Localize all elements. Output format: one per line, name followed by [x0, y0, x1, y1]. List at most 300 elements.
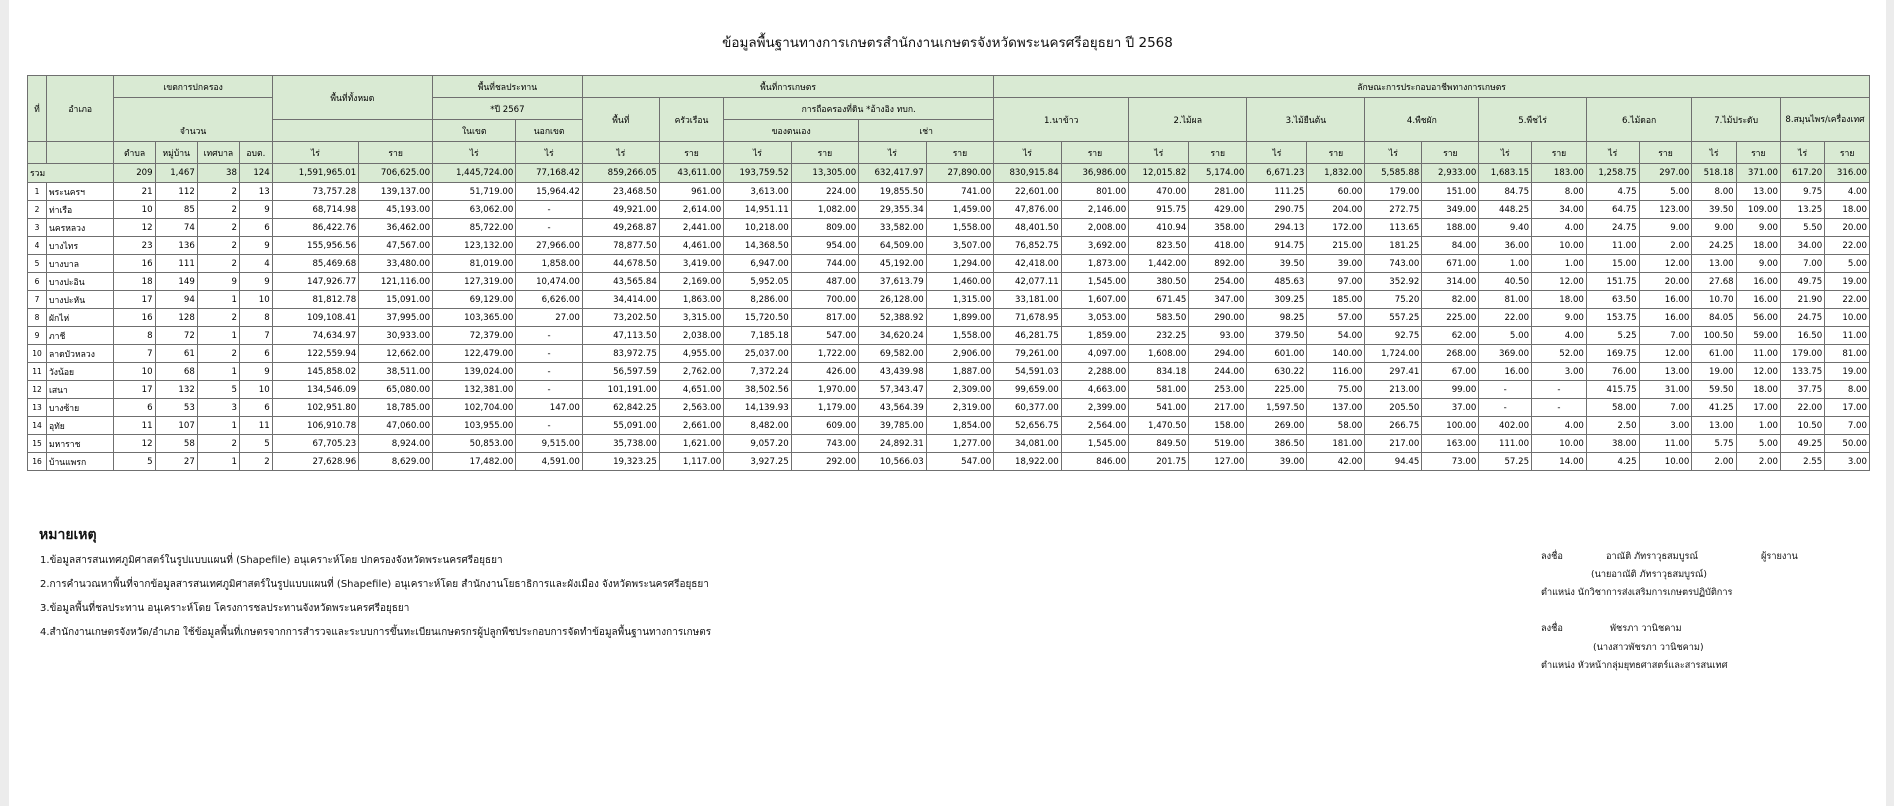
unit-rai: ไร่ [859, 142, 927, 164]
table-cell: 7.00 [1639, 327, 1692, 345]
table-cell: 53 [155, 399, 197, 417]
table-cell: 112 [155, 183, 197, 201]
table-cell: 43,565.84 [582, 273, 659, 291]
in-zone-header: ในเขต [433, 120, 516, 142]
table-cell: 309.25 [1247, 291, 1307, 309]
table-cell: 4,651.00 [659, 381, 723, 399]
table-cell: 10.00 [1639, 453, 1692, 471]
table-cell: 111 [155, 255, 197, 273]
table-cell: 55,091.00 [582, 417, 659, 435]
table-cell: 253.00 [1189, 381, 1247, 399]
occ-field-crop-header: 5.พืชไร่ [1479, 98, 1587, 142]
table-cell: 45,192.00 [859, 255, 927, 273]
table-cell: 83,972.75 [582, 345, 659, 363]
signature-1-role: ผู้รายงาน [1761, 551, 1798, 562]
table-cell: 181.25 [1365, 237, 1422, 255]
unit-rai: ไร่ [582, 142, 659, 164]
table-cell: 830,915.84 [994, 164, 1062, 183]
table-cell: 743.00 [791, 435, 859, 453]
table-cell: 6,947.00 [724, 255, 792, 273]
table-cell: 268.00 [1422, 345, 1479, 363]
table-body [28, 164, 1870, 471]
table-cell: 43,439.98 [859, 363, 927, 381]
table-cell: 809.00 [791, 219, 859, 237]
table-cell: 122,559.94 [272, 345, 358, 363]
table-cell: 10 [239, 381, 272, 399]
signature-1-name: อาณัติ ภัทราวุธสมบูรณ์ [1606, 551, 1699, 562]
table-cell: 71,678.95 [994, 309, 1062, 327]
table-cell: 4,955.00 [659, 345, 723, 363]
table-cell: 158.00 [1189, 417, 1247, 435]
table-cell: 84.05 [1692, 309, 1736, 327]
table-cell: 1,859.00 [1061, 327, 1129, 345]
table-cell: 45,193.00 [359, 201, 433, 219]
table-cell: 1,294.00 [926, 255, 994, 273]
table-cell: 139,024.00 [433, 363, 516, 381]
table-cell: 12.00 [1532, 273, 1587, 291]
table-cell: 2,933.00 [1422, 164, 1479, 183]
table-cell: 215.00 [1307, 237, 1365, 255]
table-cell: 19.00 [1692, 363, 1736, 381]
table-cell: 741.00 [926, 183, 994, 201]
table-cell: 1,082.00 [791, 201, 859, 219]
table-cell: 21.90 [1780, 291, 1824, 309]
table-cell: 2,319.00 [926, 399, 994, 417]
unit-household: ราย [1825, 142, 1870, 164]
table-cell: 10,566.03 [859, 453, 927, 471]
table-cell: 111.00 [1479, 435, 1532, 453]
table-cell: 11.00 [1586, 237, 1639, 255]
sao-header: อบต. [239, 142, 272, 164]
table-cell: 147,926.77 [272, 273, 358, 291]
table-cell: 102,704.00 [433, 399, 516, 417]
table-cell: 153.75 [1586, 309, 1639, 327]
table-cell: 429.00 [1189, 201, 1247, 219]
total-area-header: พื้นที่ทั้งหมด [272, 76, 432, 120]
table-cell: 1,607.00 [1061, 291, 1129, 309]
table-cell: 410.94 [1129, 219, 1189, 237]
table-cell: 8.00 [1825, 381, 1870, 399]
table-cell: 1,887.00 [926, 363, 994, 381]
unit-household: ราย [1307, 142, 1365, 164]
table-cell: 38,511.00 [359, 363, 433, 381]
table-cell: 1,445,724.00 [433, 164, 516, 183]
table-cell: 7,185.18 [724, 327, 792, 345]
table-cell: 33,582.00 [859, 219, 927, 237]
table-cell: - [516, 201, 582, 219]
unit-rai: ไร่ [1692, 142, 1736, 164]
table-cell: 188.00 [1422, 219, 1479, 237]
table-cell: 2,038.00 [659, 327, 723, 345]
table-cell: 27,890.00 [926, 164, 994, 183]
table-cell: 487.00 [791, 273, 859, 291]
table-cell: 75.20 [1365, 291, 1422, 309]
table-cell: 61 [155, 345, 197, 363]
village-header: หมู่บ้าน [155, 142, 197, 164]
table-cell: 24.75 [1780, 309, 1824, 327]
table-cell: 24.25 [1692, 237, 1736, 255]
table-cell: 26,128.00 [859, 291, 927, 309]
table-cell: 205.50 [1365, 399, 1422, 417]
table-cell: 22.00 [1825, 291, 1870, 309]
table-cell: 15,720.50 [724, 309, 792, 327]
district-name: บ้านแพรก [46, 453, 114, 471]
table-cell: 22.00 [1780, 399, 1824, 417]
table-cell: 100.50 [1692, 327, 1736, 345]
table-cell: 6 [239, 219, 272, 237]
table-cell: 2.50 [1586, 417, 1639, 435]
unit-household: ราย [1639, 142, 1692, 164]
table-cell: 51,719.00 [433, 183, 516, 201]
table-cell: 1,442.00 [1129, 255, 1189, 273]
district-name: บางปะหัน [46, 291, 114, 309]
occ-flower-header: 6.ไม้ดอก [1586, 98, 1691, 142]
table-cell: 9 [239, 201, 272, 219]
table-cell: 100.00 [1422, 417, 1479, 435]
table-cell: 128 [155, 309, 197, 327]
table-cell: 169.75 [1586, 345, 1639, 363]
table-cell: 99,659.00 [994, 381, 1062, 399]
note-3: 3.ข้อมูลพื้นที่ชลประทาน อนุเคราะห์โดย โครงการชลประทานจังหวัดพระนครศรีอยุธยา [40, 603, 410, 614]
table-cell: 136 [155, 237, 197, 255]
table-cell: 18,922.00 [994, 453, 1062, 471]
table-cell: 9.00 [1639, 219, 1692, 237]
table-cell: 19.00 [1825, 273, 1870, 291]
table-cell: 36,462.00 [359, 219, 433, 237]
table-cell: 7,372.24 [724, 363, 792, 381]
table-cell: 38.00 [1586, 435, 1639, 453]
table-cell: 15,964.42 [516, 183, 582, 201]
table-cell: 13.25 [1780, 201, 1824, 219]
table-row [28, 435, 1870, 453]
table-cell: 817.00 [791, 309, 859, 327]
table-cell: 12.00 [1639, 345, 1692, 363]
district-name: พระนครฯ [46, 183, 114, 201]
unit-household: ราย [1736, 142, 1780, 164]
table-cell: 22.00 [1479, 309, 1532, 327]
table-cell: 14,368.50 [724, 237, 792, 255]
table-cell: 13,305.00 [791, 164, 859, 183]
table-cell: 5 [197, 381, 239, 399]
table-cell: 151.00 [1422, 183, 1479, 201]
table-cell: 37,995.00 [359, 309, 433, 327]
table-row [28, 219, 1870, 237]
table-cell: 8,482.00 [724, 417, 792, 435]
unit-rai: ไร่ [272, 142, 358, 164]
row-number: 15 [28, 435, 47, 453]
table-cell: 47,876.00 [994, 201, 1062, 219]
table-cell: 47,113.50 [582, 327, 659, 345]
col-no-header: ที่ [28, 76, 47, 142]
table-cell: 17 [114, 381, 155, 399]
district-name: วังน้อย [46, 363, 114, 381]
table-cell: 2,169.00 [659, 273, 723, 291]
table-cell: 1,858.00 [516, 255, 582, 273]
unit-rai: ไร่ [1586, 142, 1639, 164]
table-cell: 58 [155, 435, 197, 453]
table-cell: 49,921.00 [582, 201, 659, 219]
table-cell: 9 [239, 363, 272, 381]
table-cell: 43,564.39 [859, 399, 927, 417]
table-cell: 62.00 [1422, 327, 1479, 345]
table-cell: - [516, 219, 582, 237]
table-cell: 43,611.00 [659, 164, 723, 183]
table-cell: 415.75 [1586, 381, 1639, 399]
table-cell: 1 [197, 327, 239, 345]
table-cell: 139,137.00 [359, 183, 433, 201]
table-cell: 109.00 [1736, 201, 1780, 219]
signature-1-fullname: (นายอาณัติ ภัทราวุธสมบูรณ์) [1591, 569, 1708, 580]
district-name: ผักไห่ [46, 309, 114, 327]
table-cell: 113.65 [1365, 219, 1422, 237]
table-cell: 402.00 [1479, 417, 1532, 435]
table-cell: 65,080.00 [359, 381, 433, 399]
table-cell: 347.00 [1189, 291, 1247, 309]
table-cell: 132,381.00 [433, 381, 516, 399]
table-cell: 2,309.00 [926, 381, 994, 399]
table-cell: 13.00 [1692, 417, 1736, 435]
signature-2-fullname: (นางสาวพัชรภา วานิชคาม) [1593, 642, 1704, 653]
row-number: 16 [28, 453, 47, 471]
table-cell: 15.00 [1586, 255, 1639, 273]
table-cell: 11 [114, 417, 155, 435]
district-name: อุทัย [46, 417, 114, 435]
table-cell: - [1532, 381, 1587, 399]
table-cell: 1.00 [1532, 255, 1587, 273]
table-cell: 58.00 [1586, 399, 1639, 417]
table-cell: 1,460.00 [926, 273, 994, 291]
table-cell: 62,842.25 [582, 399, 659, 417]
table-cell: 557.25 [1365, 309, 1422, 327]
table-cell: 81,019.00 [433, 255, 516, 273]
table-cell: 163.00 [1422, 435, 1479, 453]
unit-rai: ไร่ [724, 142, 792, 164]
table-cell: 352.92 [1365, 273, 1422, 291]
table-cell: 94.45 [1365, 453, 1422, 471]
note-2: 2.การคำนวณหาพื้นที่จากข้อมูลสารสนเทศภูมิศาสตร์ในรูปแบบแผนที่ (Shapefile) อนุเคราะห์โดย สำนักงานโยธาธิการและผังเมือง จังหวัดพระนครศรีอยุธยา [40, 579, 709, 590]
table-cell: 59.00 [1736, 327, 1780, 345]
table-cell: 85 [155, 201, 197, 219]
table-cell: 6 [114, 399, 155, 417]
table-cell: 67.00 [1422, 363, 1479, 381]
table-cell: 103,365.00 [433, 309, 516, 327]
table-cell: 266.75 [1365, 417, 1422, 435]
document-page [9, 0, 1886, 806]
irrigation-year-header: *ปี 2567 [433, 98, 583, 120]
table-cell: 2.55 [1780, 453, 1824, 471]
table-cell: 81.00 [1825, 345, 1870, 363]
table-cell: 151.75 [1586, 273, 1639, 291]
table-cell: 50,853.00 [433, 435, 516, 453]
table-cell: 1,277.00 [926, 435, 994, 453]
table-cell: 3,692.00 [1061, 237, 1129, 255]
table-cell: 448.25 [1479, 201, 1532, 219]
table-row [28, 345, 1870, 363]
table-cell: 37,613.79 [859, 273, 927, 291]
table-cell: 147.00 [516, 399, 582, 417]
table-cell: 12.00 [1736, 363, 1780, 381]
table-cell: 22,601.00 [994, 183, 1062, 201]
table-cell: 1,724.00 [1365, 345, 1422, 363]
table-cell: 102,951.80 [272, 399, 358, 417]
table-cell: 85,469.68 [272, 255, 358, 273]
table-cell: 101,191.00 [582, 381, 659, 399]
table-cell: 1,608.00 [1129, 345, 1189, 363]
occ-ornamental-header: 7.ไม้ประดับ [1692, 98, 1781, 142]
row-number: 14 [28, 417, 47, 435]
table-cell: 5,952.05 [724, 273, 792, 291]
table-cell: 81,812.78 [272, 291, 358, 309]
unit-household: ราย [359, 142, 433, 164]
table-cell: 44,678.50 [582, 255, 659, 273]
table-cell: 20.00 [1825, 219, 1870, 237]
table-cell: 68,714.98 [272, 201, 358, 219]
table-cell: 34.00 [1780, 237, 1824, 255]
signature-2-label: ลงชื่อ [1541, 623, 1563, 634]
table-cell: 86,422.76 [272, 219, 358, 237]
table-cell: 39.00 [1307, 255, 1365, 273]
table-cell: 1,899.00 [926, 309, 994, 327]
table-cell: 127,319.00 [433, 273, 516, 291]
table-cell: 16.00 [1736, 291, 1780, 309]
table-cell: 8,924.00 [359, 435, 433, 453]
note-1: 1.ข้อมูลสารสนเทศภูมิศาสตร์ในรูปแบบแผนที่ (Shapefile) อนุเคราะห์โดย ปกครองจังหวัดพระนครศรีอยุธยา [40, 555, 503, 566]
table-cell: 36,986.00 [1061, 164, 1129, 183]
table-cell: 123,132.00 [433, 237, 516, 255]
unit-household: ราย [659, 142, 723, 164]
table-cell: 914.75 [1247, 237, 1307, 255]
table-cell: 961.00 [659, 183, 723, 201]
table-cell: 42.00 [1307, 453, 1365, 471]
table-cell: 1.00 [1479, 255, 1532, 273]
table-cell: 379.50 [1247, 327, 1307, 345]
table-cell: 60,377.00 [994, 399, 1062, 417]
table-cell: 10.50 [1780, 417, 1824, 435]
table-cell: 1,854.00 [926, 417, 994, 435]
table-cell: 72 [155, 327, 197, 345]
table-cell: 193,759.52 [724, 164, 792, 183]
table-row [28, 399, 1870, 417]
table-cell: 145,858.02 [272, 363, 358, 381]
occ-fruit-header: 2.ไม้ผล [1129, 98, 1247, 142]
table-cell: 25,037.00 [724, 345, 792, 363]
table-cell: 11.00 [1736, 345, 1780, 363]
row-number: 13 [28, 399, 47, 417]
table-cell: 10.00 [1825, 309, 1870, 327]
agri-data-table [27, 75, 1870, 471]
table-cell: 849.50 [1129, 435, 1189, 453]
table-cell: 37.75 [1780, 381, 1824, 399]
table-cell: 4,097.00 [1061, 345, 1129, 363]
table-cell: 1 [197, 363, 239, 381]
table-cell: 5 [239, 435, 272, 453]
table-cell: 3.00 [1532, 363, 1587, 381]
table-cell: 581.00 [1129, 381, 1189, 399]
table-cell: 37.00 [1422, 399, 1479, 417]
table-cell: 297.00 [1639, 164, 1692, 183]
table-cell: 19.00 [1825, 363, 1870, 381]
table-cell: 272.75 [1365, 201, 1422, 219]
table-cell: 8 [239, 309, 272, 327]
occupation-header: ลักษณะการประกอบอาชีพทางการเกษตร [994, 76, 1870, 98]
district-name: บางบาล [46, 255, 114, 273]
table-cell: 290.75 [1247, 201, 1307, 219]
table-cell: 84.75 [1479, 183, 1532, 201]
table-cell: 29,355.34 [859, 201, 927, 219]
table-cell: 39,785.00 [859, 417, 927, 435]
table-cell: 294.13 [1247, 219, 1307, 237]
table-row [28, 291, 1870, 309]
table-cell: 22.00 [1825, 237, 1870, 255]
row-number: 5 [28, 255, 47, 273]
table-cell: 16.50 [1780, 327, 1824, 345]
table-cell: 1,873.00 [1061, 255, 1129, 273]
table-cell: 12 [114, 435, 155, 453]
out-zone-header: นอกเขต [516, 120, 582, 142]
row-number: 2 [28, 201, 47, 219]
table-cell: 8 [114, 327, 155, 345]
unit-rai: ไร่ [1365, 142, 1422, 164]
table-cell: 2,564.00 [1061, 417, 1129, 435]
table-cell: 98.25 [1247, 309, 1307, 327]
count-header: จำนวน [114, 120, 272, 142]
table-cell: 52.00 [1532, 345, 1587, 363]
table-cell: 16 [114, 309, 155, 327]
table-cell: 1 [197, 417, 239, 435]
table-cell: 2.00 [1692, 453, 1736, 471]
table-cell: 2 [197, 237, 239, 255]
table-cell: 116.00 [1307, 363, 1365, 381]
table-cell: 2,146.00 [1061, 201, 1129, 219]
table-cell: 5,174.00 [1189, 164, 1247, 183]
row-number: 1 [28, 183, 47, 201]
table-cell: 1,558.00 [926, 219, 994, 237]
table-cell: 2 [197, 201, 239, 219]
row-number: 9 [28, 327, 47, 345]
admin-blank [114, 98, 272, 120]
table-cell: 107 [155, 417, 197, 435]
table-cell: 73,202.50 [582, 309, 659, 327]
table-cell: 7 [239, 327, 272, 345]
unit-rai: ไร่ [1129, 142, 1189, 164]
table-cell: 1,545.00 [1061, 273, 1129, 291]
table-cell: 7.00 [1780, 255, 1824, 273]
table-cell: 1,470.50 [1129, 417, 1189, 435]
table-cell: 19,323.25 [582, 453, 659, 471]
table-cell: 10,474.00 [516, 273, 582, 291]
table-cell: 172.00 [1307, 219, 1365, 237]
table-cell: 3,613.00 [724, 183, 792, 201]
table-cell: 358.00 [1189, 219, 1247, 237]
table-cell: 16.00 [1479, 363, 1532, 381]
table-cell: 14.00 [1532, 453, 1587, 471]
table-cell: 2,563.00 [659, 399, 723, 417]
tenure-header: การถือครองที่ดิน *อ้างอิง ทบก. [724, 98, 994, 120]
table-cell: 63.50 [1586, 291, 1639, 309]
table-cell: 82.00 [1422, 291, 1479, 309]
table-cell: 4.00 [1532, 219, 1587, 237]
table-row [28, 201, 1870, 219]
table-cell: 137.00 [1307, 399, 1365, 417]
table-cell: 294.00 [1189, 345, 1247, 363]
header-row-1 [28, 76, 1870, 98]
table-cell: 1,467 [155, 164, 197, 183]
table-cell: 3,053.00 [1061, 309, 1129, 327]
table-cell: 20.00 [1639, 273, 1692, 291]
table-cell: 68 [155, 363, 197, 381]
table-cell: 2 [197, 183, 239, 201]
table-cell: 519.00 [1189, 435, 1247, 453]
